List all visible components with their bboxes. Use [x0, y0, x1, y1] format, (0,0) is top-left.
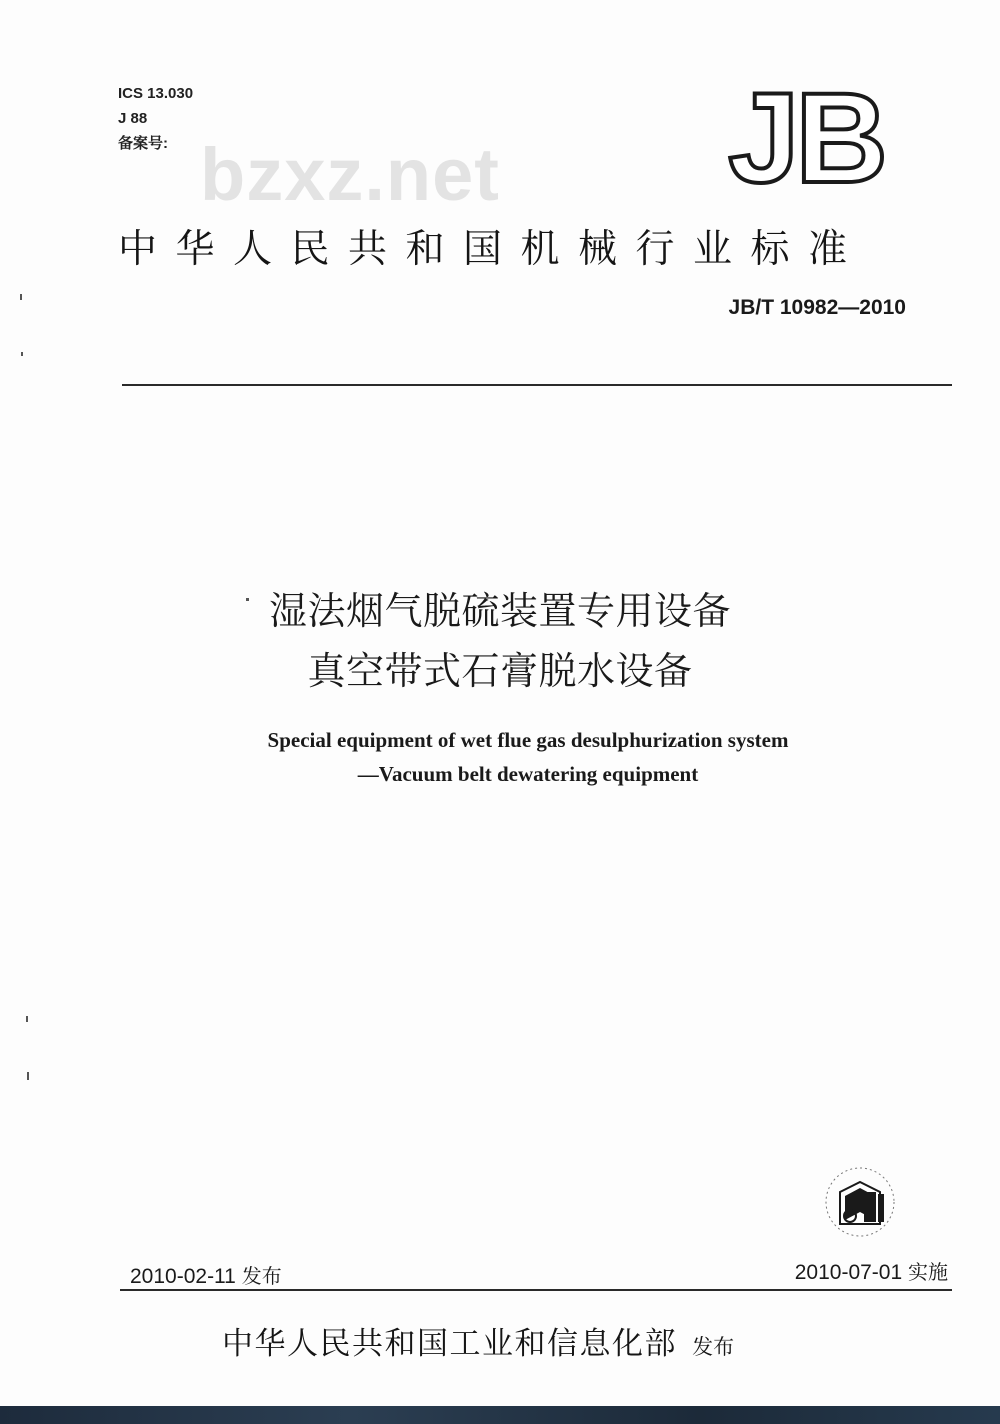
implement-date-label: 实施 — [908, 1260, 948, 1284]
jb-logo-text: JB — [728, 80, 884, 192]
publish-date — [130, 1260, 282, 1289]
watermark: bzxz.net — [200, 133, 500, 216]
footer-divider — [120, 1289, 952, 1291]
ministry-title: 中华人民共和国机械行业标准 — [118, 227, 866, 272]
header-divider — [122, 384, 952, 386]
title-en-line1: Special equipment of wet flue gas desulphurization system — [267, 728, 789, 752]
ics-code: ICS 13.030 — [118, 85, 194, 102]
jb-logo — [708, 80, 904, 192]
publish-date-label: 发布 — [241, 1264, 282, 1288]
standard-number: JB/T 10982—2010 — [728, 296, 906, 319]
scan-speck — [21, 352, 23, 356]
title-cn-line2: 真空带式石膏脱水设备 — [307, 649, 693, 693]
publisher-seal-icon — [820, 1162, 900, 1242]
issuer — [222, 1318, 734, 1363]
implement-date — [795, 1256, 948, 1285]
classification-code: J 88 — [118, 110, 148, 127]
issuer-name: 中华人民共和国工业和信息化部 — [222, 1326, 677, 1362]
scan-speck — [26, 1016, 28, 1022]
scan-speck — [20, 294, 22, 300]
scan-bottom-edge — [0, 1406, 1000, 1424]
title-cn-line1: 湿法烟气脱硫装置专用设备 — [268, 589, 731, 633]
publish-date-value: 2010-02-11 — [130, 1265, 236, 1288]
record-number-label: 备案号: — [118, 135, 168, 152]
title-en-line2: —Vacuum belt dewatering equipment — [357, 762, 699, 786]
issuer-suffix: 发布 — [692, 1335, 735, 1359]
scan-speck — [246, 598, 249, 601]
scan-speck — [27, 1072, 29, 1080]
implement-date-value: 2010-07-01 — [794, 1261, 903, 1284]
